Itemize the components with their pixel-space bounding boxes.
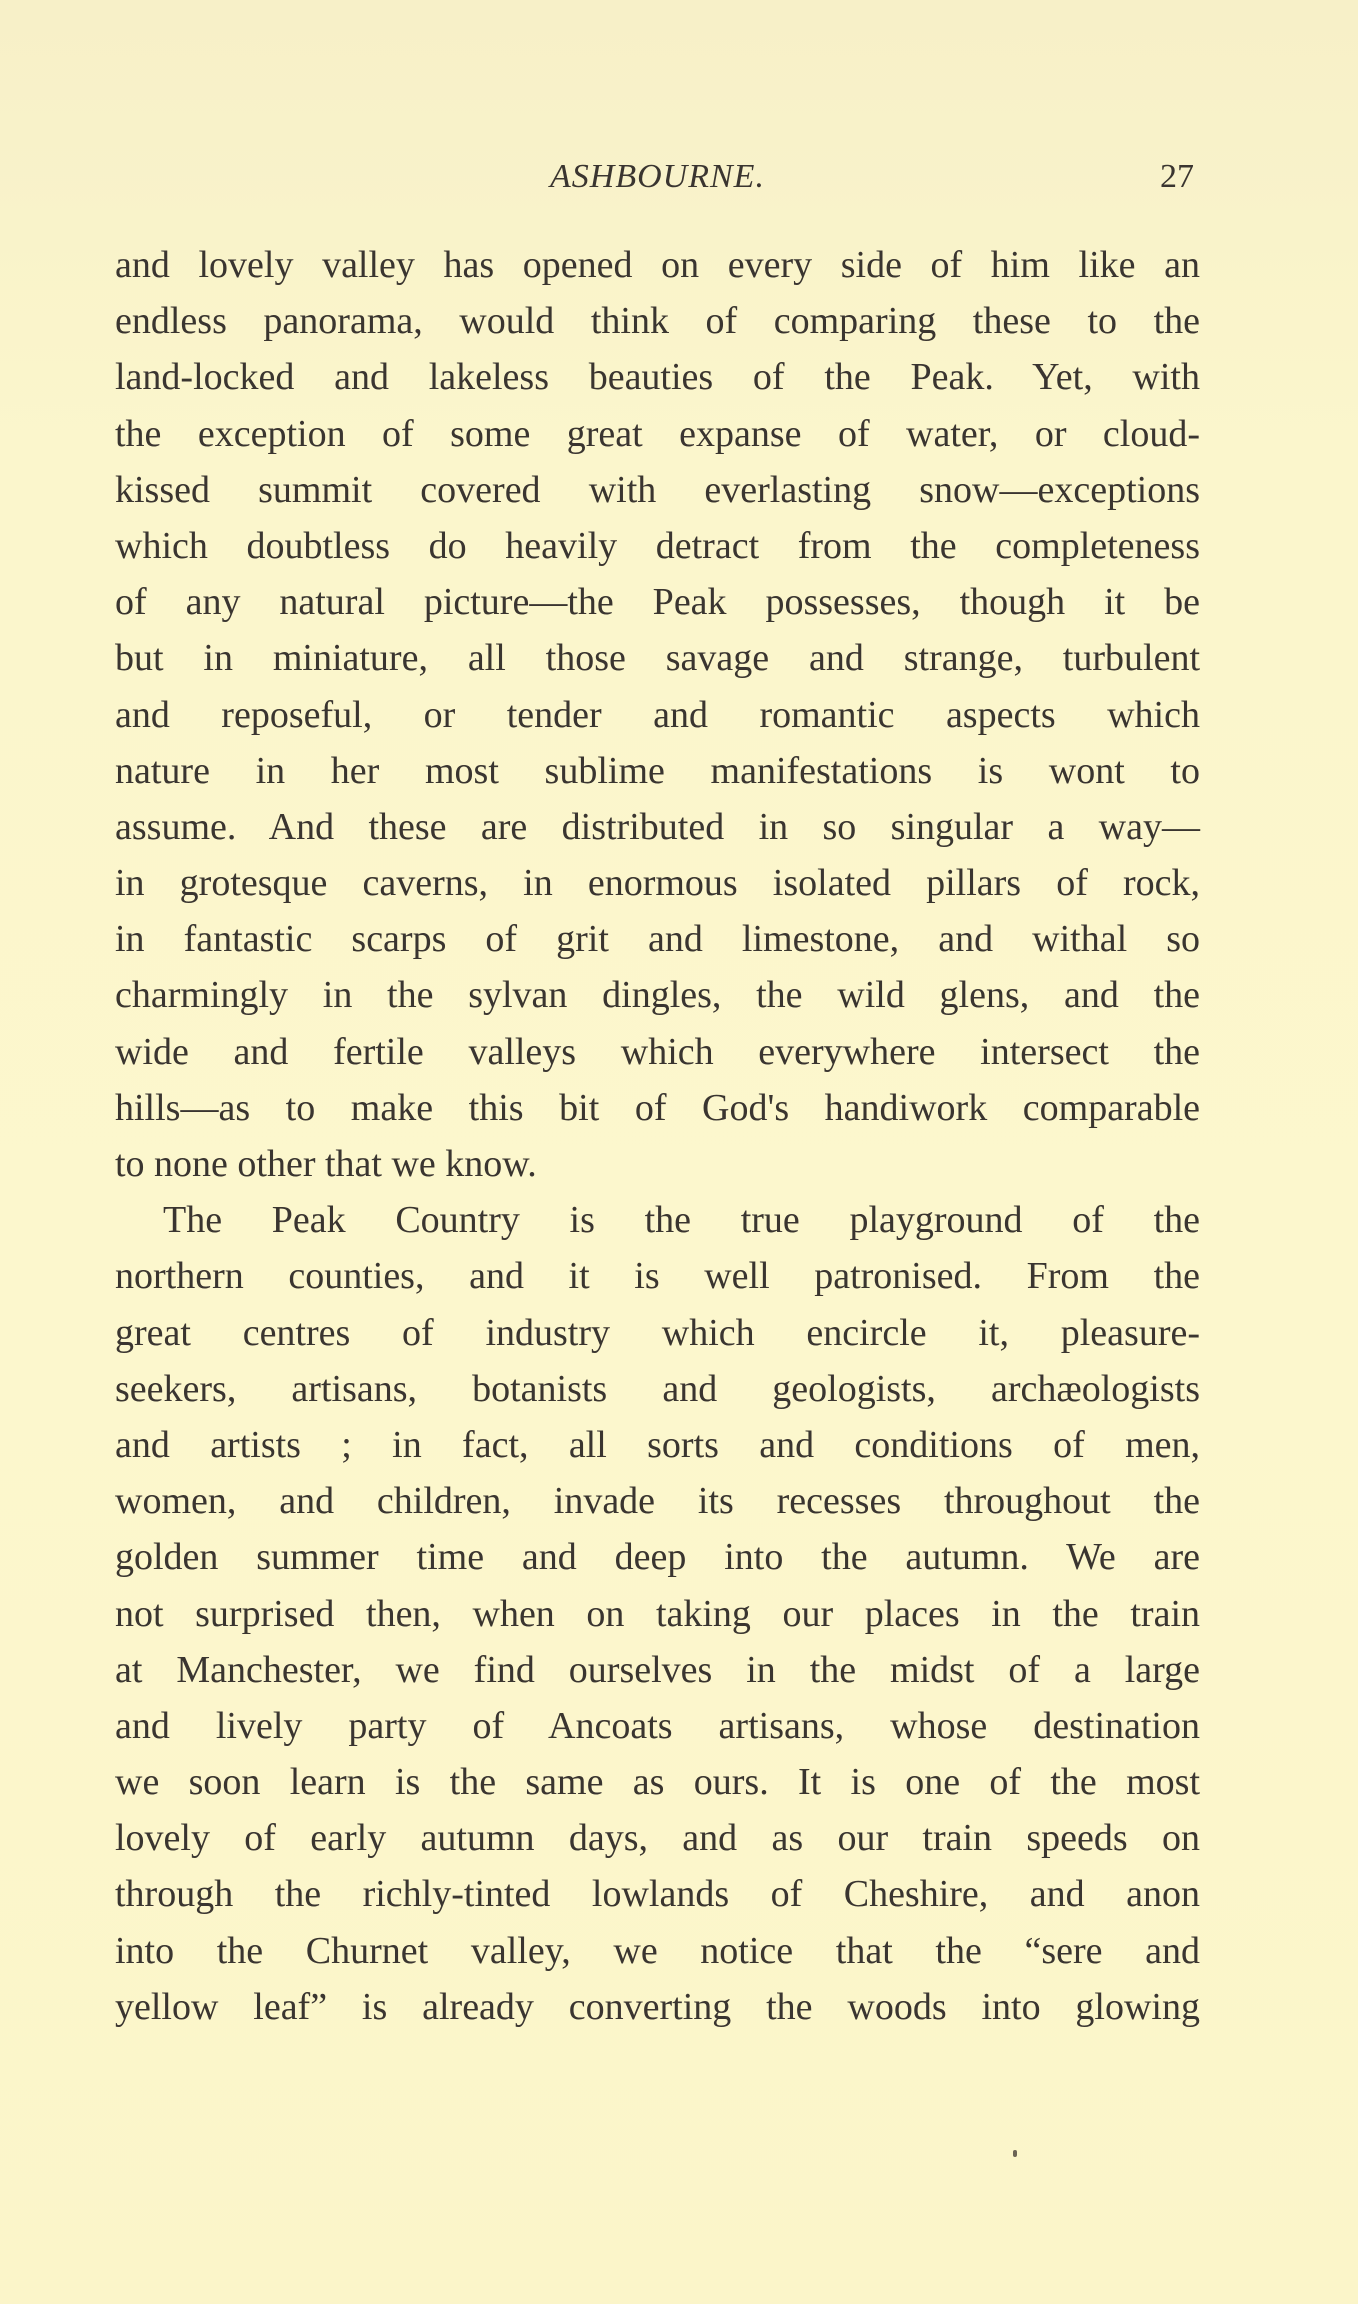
text-line: of any natural picture—the Peak possesses, though it be [115, 581, 1200, 624]
text-line: in fantastic scarps of grit and limestone, and withal so [115, 918, 1200, 961]
paper-speck [1013, 2150, 1017, 2157]
running-head [115, 150, 1200, 206]
running-title: ASHBOURNE. [550, 158, 765, 195]
text-line: seekers, artisans, botanists and geologists, archæologists [115, 1367, 1200, 1410]
text-line: assume. And these are distributed in so singular a way— [115, 805, 1200, 848]
text-line: kissed summit covered with everlasting snow—exceptions [115, 468, 1200, 511]
text-line: wide and fertile valleys which everywhere intersect the [115, 1030, 1200, 1073]
text-line: and lovely valley has opened on every side of him like an [115, 244, 1200, 286]
paragraph-end-line: to none other that we know. [115, 1143, 537, 1185]
text-line: women, and children, invade its recesses throughout the [115, 1480, 1200, 1523]
text-line: and lively party of Ancoats artisans, whose destination [115, 1704, 1200, 1747]
text-line: into the Churnet valley, we notice that the “sere and [115, 1929, 1200, 1972]
paragraph-start-line: The Peak Country is the true playground of the [163, 1199, 1200, 1242]
text-line: at Manchester, we find ourselves in the midst of a large [115, 1648, 1200, 1691]
text-line: golden summer time and deep into the autumn. We are [115, 1536, 1200, 1579]
text-line: which doubtless do heavily detract from the completeness [115, 524, 1200, 567]
body-text [115, 237, 1200, 2035]
text-line: land-locked and lakeless beauties of the Peak. Yet, with [115, 356, 1200, 399]
text-line: charmingly in the sylvan dingles, the wild glens, and the [115, 974, 1200, 1017]
text-line: and artists ; in fact, all sorts and conditions of men, [115, 1423, 1200, 1466]
text-line: nature in her most sublime manifestations is wont to [115, 749, 1200, 792]
text-line: great centres of industry which encircle it, pleasure- [115, 1311, 1200, 1354]
text-line: hills—as to make this bit of God's handiwork comparable [115, 1086, 1200, 1129]
text-line: lovely of early autumn days, and as our train speeds on [115, 1817, 1200, 1860]
text-line: northern counties, and it is well patronised. From the [115, 1255, 1200, 1298]
text-line: but in miniature, all those savage and strange, turbulent [115, 637, 1200, 680]
text-line: we soon learn is the same as ours. It is one of the most [115, 1761, 1200, 1804]
text-line: in grotesque caverns, in enormous isolated pillars of rock, [115, 862, 1200, 905]
text-line: and reposeful, or tender and romantic aspects which [115, 693, 1200, 736]
text-line: endless panorama, would think of comparing these to the [115, 300, 1200, 343]
text-line: the exception of some great expanse of water, or cloud- [115, 412, 1200, 455]
text-line: yellow leaf” is already converting the woods into glowing [115, 1985, 1200, 2028]
page-number: 27 [1160, 158, 1194, 195]
text-line: through the richly-tinted lowlands of Cheshire, and anon [115, 1873, 1200, 1916]
text-line: not surprised then, when on taking our places in the train [115, 1592, 1200, 1635]
